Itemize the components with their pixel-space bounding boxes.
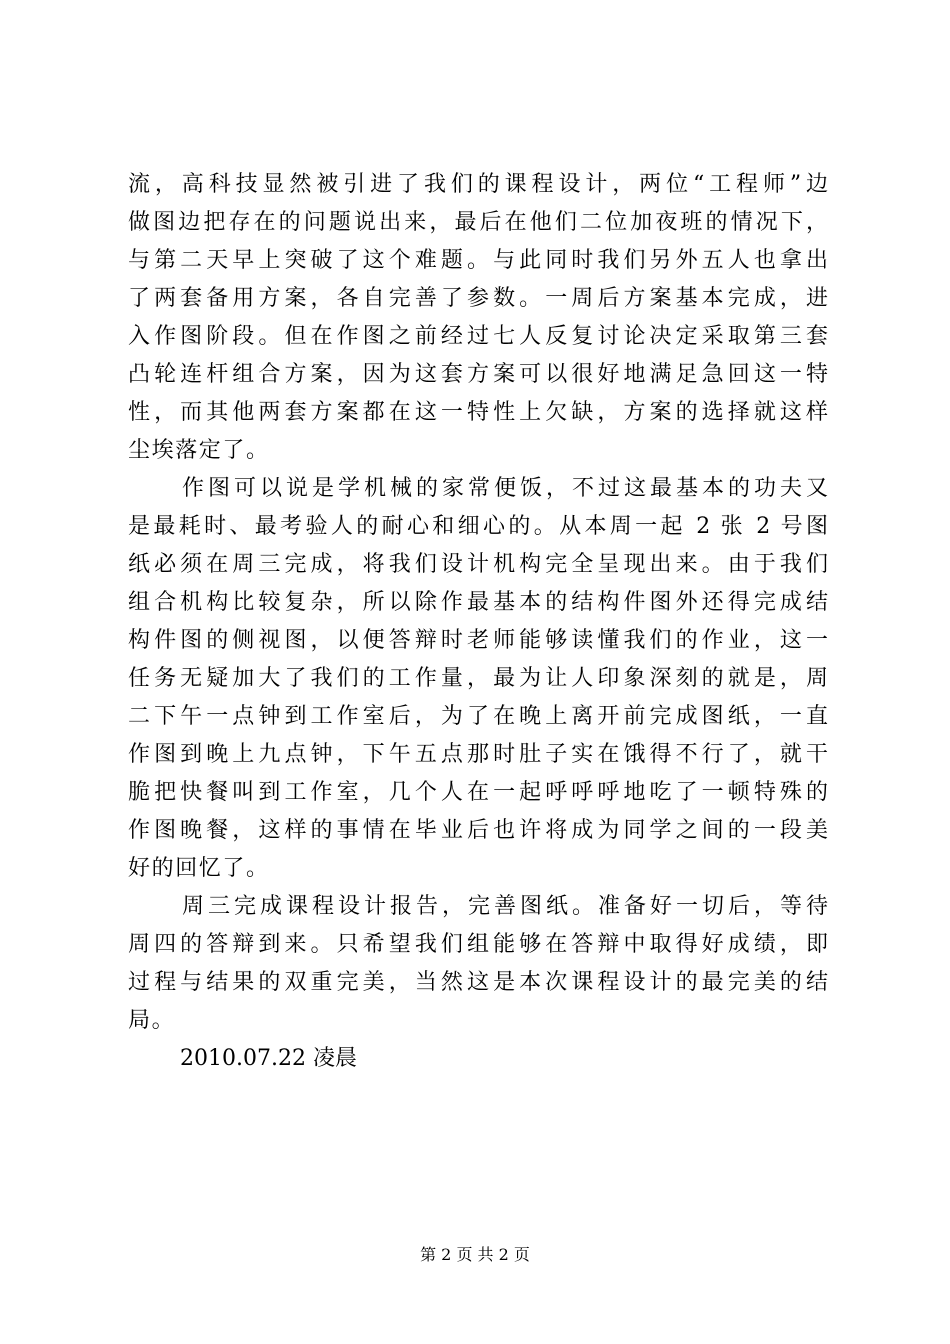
- paragraph-3-line-2: 周四的答辩到来。只希望我们组能够在答辩中取得好成绩，即: [128, 932, 828, 957]
- paragraph-1-line-5: 入作图阶段。但在作图之前经过七人反复讨论决定采取第三套: [128, 324, 828, 349]
- paragraph-2-line-8: 作图到晚上九点钟，下午五点那时肚子实在饿得不行了，就干: [128, 742, 828, 767]
- paragraph-2-line-6: 任务无疑加大了我们的工作量，最为让人印象深刻的就是，周: [128, 666, 828, 691]
- paragraph-2-line-1: 作图可以说是学机械的家常便饭，不过这最基本的功夫又: [182, 476, 828, 501]
- paragraph-1-line-1: 流，高科技显然被引进了我们的课程设计，两位“工程师”边: [128, 172, 828, 197]
- paragraph-1-line-3: 与第二天早上突破了这个难题。与此同时我们另外五人也拿出: [128, 248, 828, 273]
- paragraph-2-line-11: 好的回忆了。: [128, 856, 270, 881]
- paragraph-2-line-2: 是最耗时、最考验人的耐心和细心的。从本周一起 2 张 2 号图: [128, 514, 828, 539]
- paragraph-1-line-4: 了两套备用方案，各自完善了参数。一周后方案基本完成，进: [128, 286, 828, 311]
- body-text: [128, 166, 828, 1078]
- paragraph-1-line-8: 尘埃落定了。: [128, 438, 270, 463]
- paragraph-1-line-2: 做图边把存在的问题说出来，最后在他们二位加夜班的情况下，: [128, 210, 828, 235]
- paragraph-3-line-4: 局。: [128, 1008, 176, 1033]
- paragraph-1-line-6: 凸轮连杆组合方案，因为这套方案可以很好地满足急回这一特: [128, 362, 828, 387]
- paragraph-2-line-10: 作图晚餐，这样的事情在毕业后也许将成为同学之间的一段美: [128, 818, 828, 843]
- paragraph-3-line-3: 过程与结果的双重完美，当然这是本次课程设计的最完美的结: [128, 970, 828, 995]
- paragraph-2-line-4: 组合机构比较复杂，所以除作最基本的结构件图外还得完成结: [128, 590, 828, 615]
- paragraph-2-line-7: 二下午一点钟到工作室后，为了在晚上离开前完成图纸，一直: [128, 704, 828, 729]
- paragraph-2-line-9: 脆把快餐叫到工作室，几个人在一起呼呼呼地吃了一顿特殊的: [128, 780, 828, 805]
- paragraph-1-line-7: 性，而其他两套方案都在这一特性上欠缺，方案的选择就这样: [128, 400, 828, 425]
- page-footer: 第 2 页 共 2 页: [420, 1245, 530, 1264]
- paragraph-3-line-1: 周三完成课程设计报告，完善图纸。准备好一切后，等待: [182, 894, 828, 919]
- paragraph-2-line-5: 构件图的侧视图，以便答辩时老师能够读懂我们的作业，这一: [128, 628, 828, 653]
- signature-date: 2010.07.22 凌晨: [180, 1046, 357, 1071]
- paragraph-2-line-3: 纸必须在周三完成，将我们设计机构完全呈现出来。由于我们: [128, 552, 828, 577]
